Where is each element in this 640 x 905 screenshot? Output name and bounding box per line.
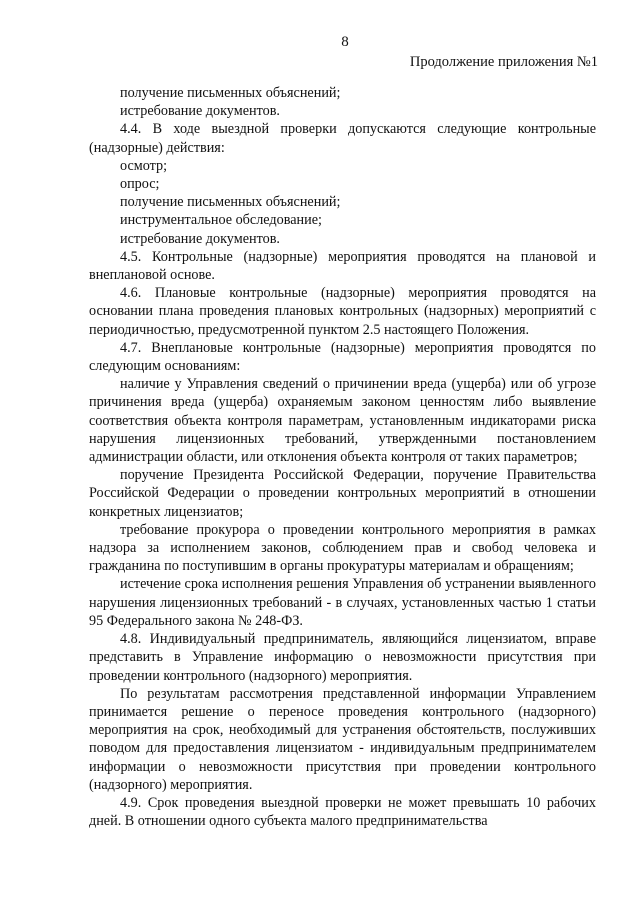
paragraph: 4.5. Контрольные (надзорные) мероприятия проводятся на плановой и внеплановой основе. <box>89 248 596 284</box>
page-number: 8 <box>341 34 349 50</box>
paragraph: поручение Президента Российской Федерации, поручение Правительства Российской Федерации о проведении контрольных мероприятий в отношении конкретных лицензиатов; <box>89 467 596 520</box>
paragraph: По результатам рассмотрения представленной информации Управлением принимается решение о переносе проведения контрольного (надзорного) мероприятия на срок, необходимый для устранения обстоятельств, послуживших поводом для предоставления лицензиатом - индивидуальным предпринимателем информации о невозможности присутствия при проведении контрольного (надзорного) мероприятия. <box>89 685 596 793</box>
continuation-header: Продолжение приложения №1 <box>409 54 598 70</box>
paragraph: инструментальное обследование; <box>120 212 322 229</box>
paragraph: 4.9. Срок проведения выездной проверки не может превышать 10 рабочих дней. В отношении одного субъекта малого предпринимательства <box>89 794 596 830</box>
paragraph: 4.7. Внеплановые контрольные (надзорные) мероприятия проводятся по следующим основаниям: <box>89 339 596 375</box>
paragraph: 4.8. Индивидуальный предприниматель, являющийся лицензиатом, вправе представить в Управление информацию о невозможности присутствия при проведении контрольного (надзорного) мероприятия. <box>89 631 596 684</box>
paragraph: осмотр; <box>120 157 168 174</box>
paragraph: 4.4. В ходе выездной проверки допускаются следующие контрольные (надзорные) действия: <box>89 121 596 156</box>
paragraph: истечение срока исполнения решения Управления об устранении выявленного нарушения лицензионных требований - в случаях, установленных частью 1 статьи 95 Федерального закона № 248-ФЗ. <box>89 576 596 629</box>
paragraph: получение письменных объяснений; <box>120 85 341 101</box>
paragraph: опрос; <box>120 176 160 193</box>
document-body <box>89 84 596 830</box>
paragraph: 4.6. Плановые контрольные (надзорные) мероприятия проводятся на основании плана проведения плановых контрольных (надзорных) мероприятий с периодичностью, предусмотренной пунктом 2.5 настоящего Положения. <box>89 285 596 338</box>
paragraph: требование прокурора о проведении контрольного мероприятия в рамках надзора за исполнением законов, соблюдением прав и свобод человека и гражданина по поступившим в органы прокуратуры материалам и обращениям; <box>89 521 596 575</box>
paragraph: наличие у Управления сведений о причинении вреда (ущерба) или об угрозе причинения вреда (ущерба) охраняемым законом ценностям либо выявление соответствия объекта контроля параметрам, установленным индикаторами риска нарушения лицензионных требований, утвержденными постановлением администрации области, или отклонения объекта контроля от таких параметров; <box>89 376 596 466</box>
paragraph: получение письменных объяснений; <box>120 194 341 211</box>
paragraph: истребование документов. <box>120 103 280 120</box>
paragraph: истребование документов. <box>120 230 280 247</box>
